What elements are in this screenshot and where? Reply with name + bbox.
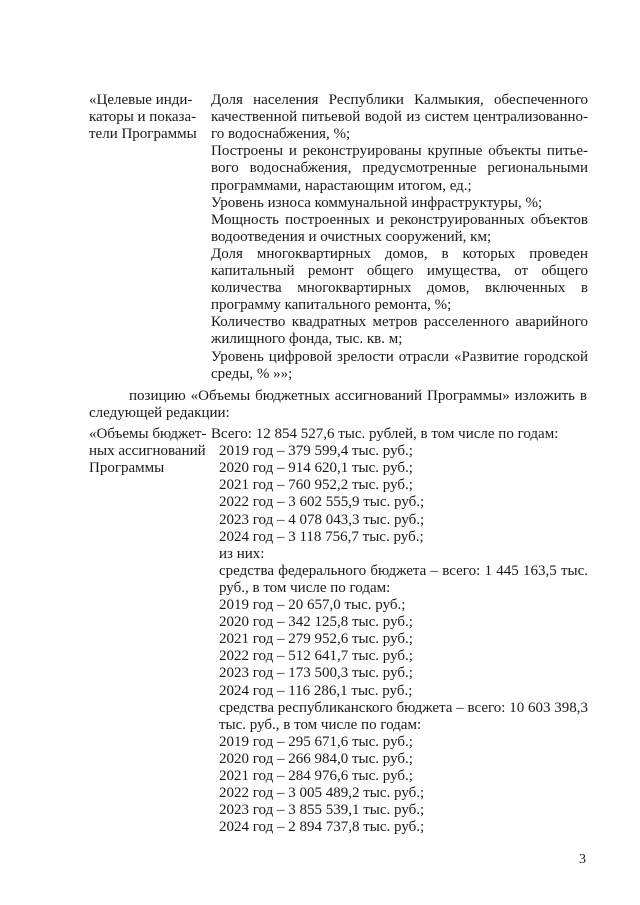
indicators-label-line: «Целевые инди- xyxy=(89,92,193,108)
indicators-text-line: Доля населения Республики Калмыкия, обеспеченного xyxy=(211,92,588,108)
budget-text-line: 2019 год – 295 671,6 тыс. руб.; xyxy=(219,733,413,750)
indicators-text-line: Количество квадратных метров расселенного аварийного xyxy=(211,314,588,331)
indicators-text-line: Уровень цифровой зрелости отрасли «Развитие городской xyxy=(211,348,588,365)
indicators-text-line: вого водоснабжения, предусмотренные региональными xyxy=(211,160,588,177)
budget-text-line: 2023 год – 3 855 539,1 тыс. руб.; xyxy=(219,802,425,819)
indicators-text-line: жилищного фонда, тыс. кв. м; xyxy=(211,331,403,348)
indicators-text-line: Построены и реконструированы крупные объекты питье- xyxy=(211,143,588,160)
budget-text-line: 2024 год – 2 894 737,8 тыс. руб.; xyxy=(219,819,425,836)
budget-label-line: Программы xyxy=(89,460,165,477)
budget-text-line: из них: xyxy=(219,545,265,562)
budget-text-line: 2022 год – 3 602 555,9 тыс. руб.; xyxy=(219,494,425,511)
budget-label-line: ных ассигнований xyxy=(89,443,206,460)
budget-text-line: тыс. руб., в том числе по годам: xyxy=(219,716,422,733)
indicators-text-line: качественной питьевой водой из систем централизованно- xyxy=(211,109,588,126)
statement-line: позицию «Объемы бюджетных ассигнований Программы» изложить в xyxy=(129,388,587,404)
indicators-text-line: капитальный ремонт общего имущества, от общего xyxy=(211,263,588,279)
budget-text-line: 2019 год – 379 599,4 тыс. руб.; xyxy=(219,443,413,460)
budget-text-line: 2020 год – 266 984,0 тыс. руб.; xyxy=(219,750,413,767)
budget-text-line: 2021 год – 279 952,6 тыс. руб.; xyxy=(219,631,413,648)
budget-text-line: 2019 год – 20 657,0 тыс. руб.; xyxy=(219,597,406,613)
statement-line: следующей редакции: xyxy=(89,405,230,421)
indicators-text-line: водоотведения и очистных сооружений, км; xyxy=(211,228,492,245)
indicators-text-line: Доля многоквартирных домов, в которых проведен xyxy=(211,245,588,262)
indicators-text-line: среды, % »»; xyxy=(211,365,293,382)
budget-text-line: 2020 год – 342 125,8 тыс. руб.; xyxy=(219,614,413,631)
indicators-label-line: каторы и показа- xyxy=(89,109,197,126)
budget-text-line: 2024 год – 116 286,1 тыс. руб.; xyxy=(219,682,413,699)
indicators-text-line: Мощность построенных и реконструированных объектов xyxy=(211,211,588,228)
budget-text-line: 2022 год – 512 641,7 тыс. руб.; xyxy=(219,648,413,665)
budget-text-line: 2023 год – 173 500,3 тыс. руб.; xyxy=(219,665,413,682)
budget-text-line: 2021 год – 760 952,2 тыс. руб.; xyxy=(219,477,413,494)
budget-label-line: «Объемы бюджет- xyxy=(89,426,207,442)
budget-text-line: руб., в том числе по годам: xyxy=(219,579,391,596)
indicators-label-line: тели Программы xyxy=(89,126,197,143)
budget-text-line: 2024 год – 3 118 756,7 тыс. руб.; xyxy=(219,528,424,545)
budget-text-line: 2023 год – 4 078 043,3 тыс. руб.; xyxy=(219,511,425,528)
page-number: 3 xyxy=(579,852,586,867)
budget-text-line: средства федерального бюджета – всего: 1 445 163,5 тыс. xyxy=(219,562,588,579)
budget-text-line: 2021 год – 284 976,6 тыс. руб.; xyxy=(219,768,413,784)
indicators-text-line: го водоснабжения, %; xyxy=(211,126,351,143)
indicators-text-line: программу капитального ремонта, %; xyxy=(211,297,452,314)
budget-text-line: средства республиканского бюджета – всего: 10 603 398,3 xyxy=(219,699,588,716)
budget-text-line: 2020 год – 914 620,1 тыс. руб.; xyxy=(219,460,413,477)
indicators-text-line: программами, нарастающим итогом, ед.; xyxy=(211,177,472,194)
budget-text-line: Всего: 12 854 527,6 тыс. рублей, в том числе по годам: xyxy=(211,426,559,442)
indicators-text-line: количества многоквартирных домов, включенных в xyxy=(211,280,588,297)
indicators-text-line: Уровень износа коммунальной инфраструктуры, %; xyxy=(211,194,543,211)
budget-text-line: 2022 год – 3 005 489,2 тыс. руб.; xyxy=(219,785,425,802)
